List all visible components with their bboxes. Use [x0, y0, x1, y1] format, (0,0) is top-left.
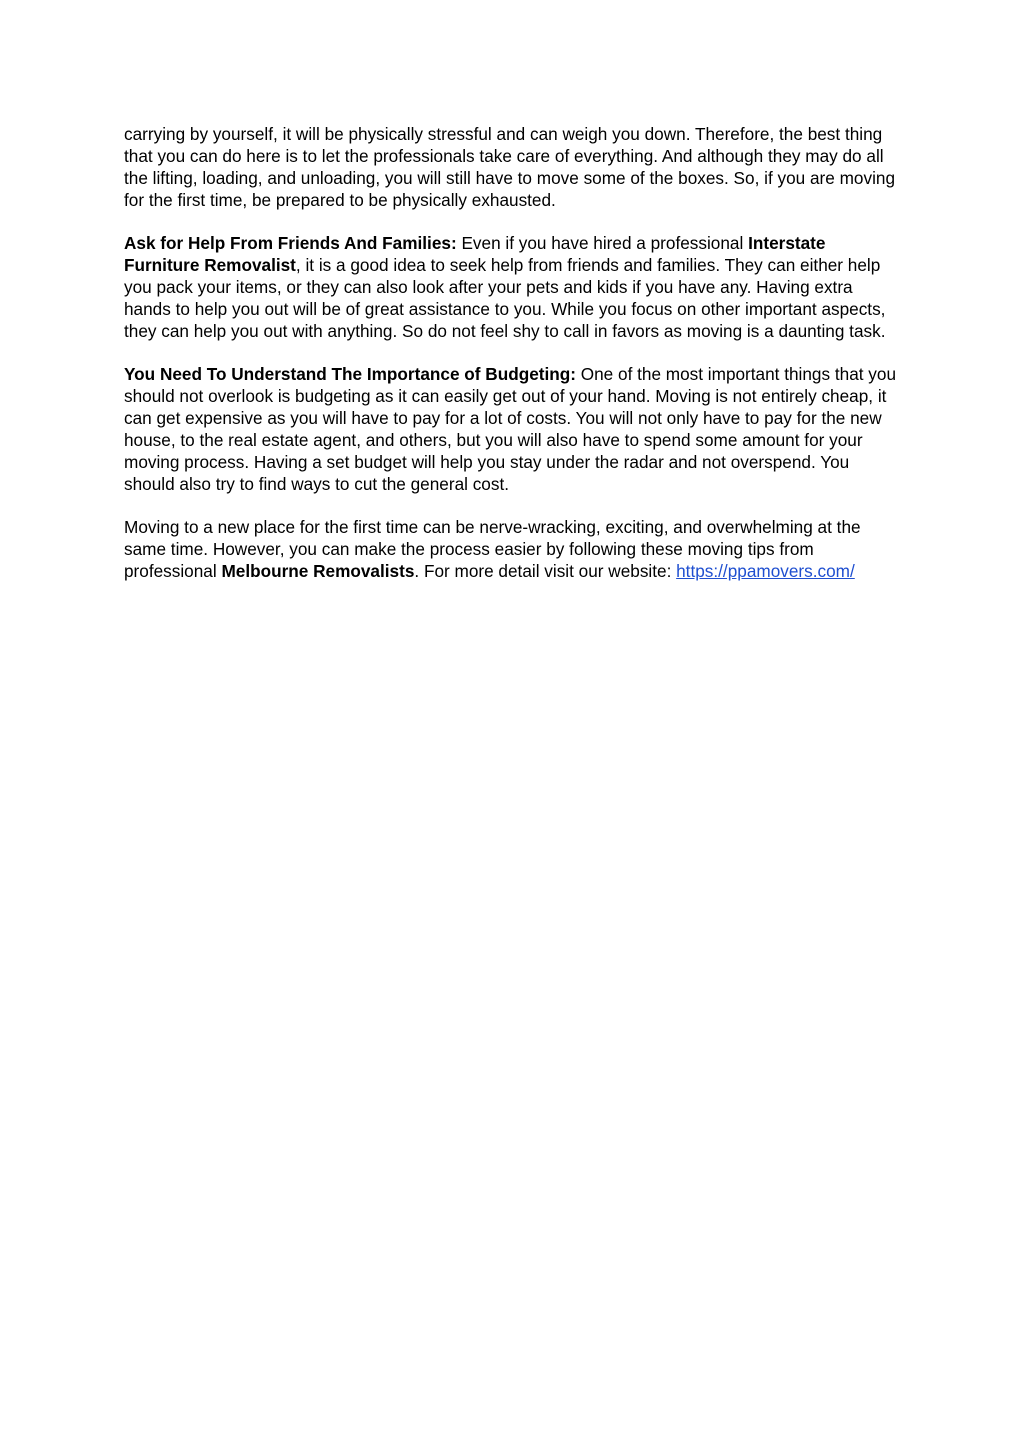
paragraph-text: Even if you have hired a professional [456, 233, 749, 254]
paragraph-text: One of the most important things that you should not overlook is budgeting as it can easily get out of your hand. Moving is not entirely cheap, it can get expensive as you will have to pay for a lot of costs. You will not only have to pay for the new house, to the real estate agent, and others, but you will also have to spend some amount for your moving process. Having a set budget will help you stay under the radar and not overspend. You should also try to find ways to cut the general cost. [124, 364, 897, 494]
document-body [124, 124, 904, 604]
paragraph-text: carrying by yourself, it will be physically stressful and can weigh you down. Therefore, the best thing that you can do here is to let the professionals take care of everything. And although they may do all the lifting, loading, and unloading, you will still have to move some of the boxes. So, if you are moving for the first time, be prepared to be physically exhausted. [124, 124, 896, 210]
paragraph-text: . For more detail visit our website: [414, 560, 677, 581]
paragraph-text: Moving to a new place for the first time can be nerve-wracking, exciting, and overwhelming at the same time. However, you can make the process easier by following these moving tips from professional [124, 517, 861, 581]
bold-term-melbourne-removalists: Melbourne Removalists [221, 560, 415, 581]
bold-term-interstate-removalist: Interstate Furniture Removalist [124, 233, 826, 276]
paragraph-budgeting [124, 364, 904, 495]
section-heading-help-from-friends: Ask for Help From Friends And Families: [124, 233, 457, 254]
paragraph-text: , it is a good idea to seek help from friends and families. They can either help you pack your items, or they can also look after your pets and kids if you have any. Having extra hands to help you out will be of great assistance to you. While you focus on other important aspects, they can help you out with anything. So do not feel shy to call in favors as moving is a daunting task. [124, 255, 886, 341]
website-link[interactable]: https://ppamovers.com/ [676, 560, 855, 581]
paragraph-physical-exhaustion [124, 124, 904, 212]
paragraph-help-from-friends [124, 233, 904, 343]
paragraph-conclusion [124, 517, 904, 583]
section-heading-budgeting: You Need To Understand The Importance of Budgeting: [124, 364, 576, 385]
